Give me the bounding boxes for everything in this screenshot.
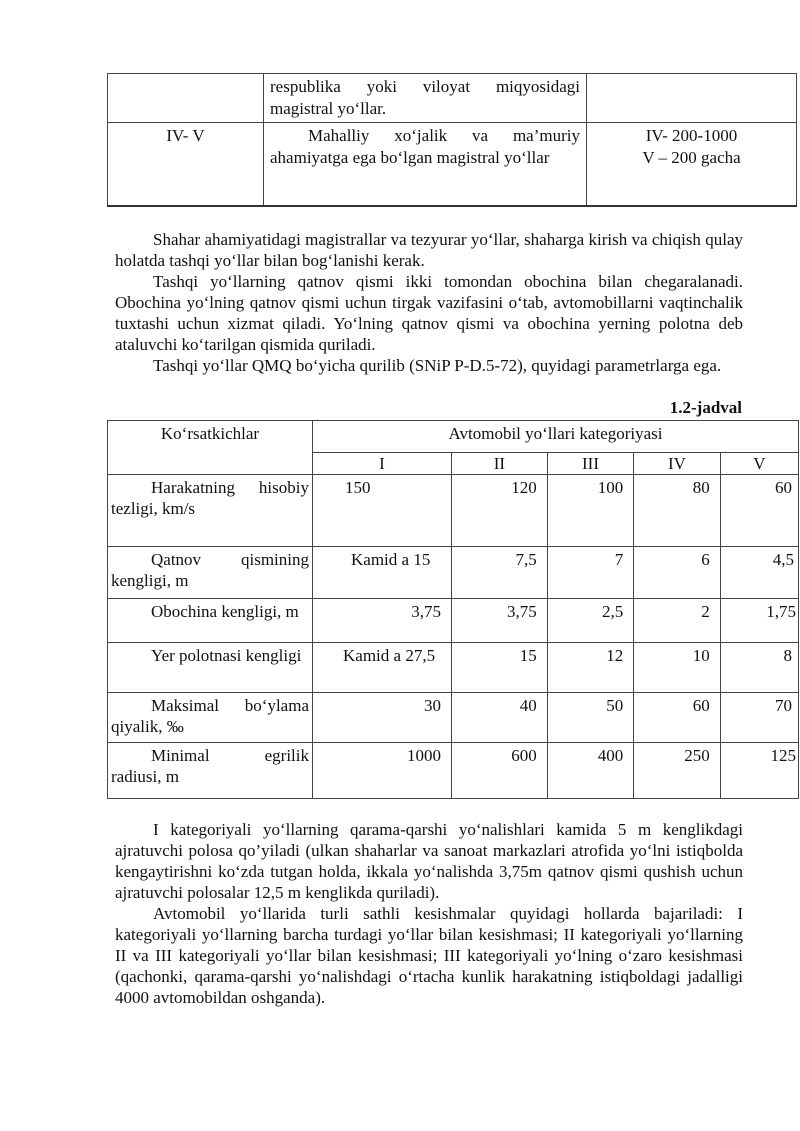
table-cell: 12 <box>547 643 633 693</box>
table-cell-category: IV- V <box>108 123 264 207</box>
table-cell: respublika yoki viloyat miqyosidagi magistral yo‘llar. <box>264 74 587 123</box>
row-label-text: Harakatning hisobiy tezligi, km/s <box>111 478 309 518</box>
table-cell: 100 <box>547 475 633 547</box>
table-cell: 250 <box>634 743 720 799</box>
table-cell: 3,75 <box>313 599 452 643</box>
table-cell: Kamid a 27,5 <box>313 643 452 693</box>
intensity-line: IV- 200-1000 <box>645 126 738 145</box>
table-row <box>108 599 799 643</box>
row-label-text: Obochina kengligi, m <box>151 602 299 621</box>
text-block-1 <box>115 229 743 376</box>
paragraph: Tashqi yo‘llar QMQ bo‘yicha qurilib (SNiP P-D.5-72), quyidagi parametrlarga ega. <box>153 356 722 375</box>
table-row <box>108 693 799 743</box>
table-header-row <box>108 421 799 453</box>
table-cell: 2,5 <box>547 599 633 643</box>
table-cell <box>108 74 264 123</box>
header-category: I <box>313 453 452 475</box>
table-caption: 1.2-jadval <box>669 398 742 417</box>
header-category: IV <box>634 453 720 475</box>
row-label <box>108 547 313 599</box>
row-label-text: Minimal egrilik radiusi, m <box>111 746 309 786</box>
table-cell: 50 <box>547 693 633 743</box>
table-cell: 120 <box>452 475 548 547</box>
table-row <box>108 74 797 123</box>
table-cell-description <box>264 123 587 207</box>
table-row <box>108 547 799 599</box>
table-cell: 10 <box>634 643 720 693</box>
table-cell: 60 <box>720 475 798 547</box>
row-label <box>108 743 313 799</box>
table-row <box>108 643 799 693</box>
table-row <box>108 123 797 207</box>
table-cell: 15 <box>452 643 548 693</box>
header-category: II <box>452 453 548 475</box>
table-cell: 1000 <box>313 743 452 799</box>
paragraph: I kategoriyali yo‘llarning qarama-qarshi yo‘nalishlari kamida 5 m kenglikdagi ajratuvchi polosa qo’yiladi (ulkan shaharlar va sanoat markazlari atrofida yo‘lni istiqbolda kengaytirishni ko‘zda tutgan holda, ikkala yo‘nalishda 3,75m qatnov qismi qushish uchun ajratuvchi polosalar 12,5 m kenglikda quriladi). <box>115 820 743 902</box>
row-label-text: Maksimal bo‘ylama qiyalik, ‰ <box>111 696 309 736</box>
text-block-2 <box>115 819 743 1008</box>
description-text: Mahalliy xo‘jalik va ma’muriy ahamiyatga ega bo‘lgan magistral yo‘llar <box>270 126 580 167</box>
table-cell: 4,5 <box>720 547 798 599</box>
table-cell: 125 <box>720 743 798 799</box>
table-cell: 1,75 <box>720 599 798 643</box>
paragraph: Shahar ahamiyatidagi magistrallar va tezyurar yo‘llar, shaharga kirish va chiqish qulay holatda tashqi yo‘llar bilan bog‘lanishi kerak. <box>115 230 743 270</box>
table-cell: 80 <box>634 475 720 547</box>
table-cell: 6 <box>634 547 720 599</box>
table-row <box>108 475 799 547</box>
row-label <box>108 693 313 743</box>
table-cell: 2 <box>634 599 720 643</box>
table-cell: 7 <box>547 547 633 599</box>
row-label-text: Yer polotnasi kengligi <box>151 646 302 665</box>
intensity-line: V – 200 gacha <box>642 148 741 167</box>
table-cell: 8 <box>720 643 798 693</box>
header-category: III <box>547 453 633 475</box>
table-cell <box>587 74 797 123</box>
row-label <box>108 643 313 693</box>
table-cell: 7,5 <box>452 547 548 599</box>
paragraph: Tashqi yo‘llarning qatnov qismi ikki tomondan obochina bilan chegaralanadi. Obochina yo‘lning qatnov qismi uchun tirgak vazifasini o‘tab, avtomobillarni vaqtinchalik tuxtashi uchun xizmat qiladi. Yo‘lning qatnov qismi va obochina yerning polotna deb ataluvchi ko‘tarilgan qismida quriladi. <box>115 272 743 354</box>
table-row <box>108 743 799 799</box>
table-cell: 400 <box>547 743 633 799</box>
table-cell-intensity <box>587 123 797 207</box>
table-cell: 60 <box>634 693 720 743</box>
header-indicators: Ko‘rsatkichlar <box>108 421 313 475</box>
row-label <box>108 475 313 547</box>
table-cell: 150 <box>313 475 452 547</box>
table-cell: 70 <box>720 693 798 743</box>
table-cell: 3,75 <box>452 599 548 643</box>
header-category-group: Avtomobil yo‘llari kategoriyasi <box>313 421 799 453</box>
road-categories-table <box>107 420 799 799</box>
row-label <box>108 599 313 643</box>
table-cell: 40 <box>452 693 548 743</box>
top-continuation-table <box>107 73 797 207</box>
header-category: V <box>720 453 798 475</box>
table-cell: 600 <box>452 743 548 799</box>
table-cell: Kamid a 15 <box>313 547 452 599</box>
paragraph: Avtomobil yo‘llarida turli sathli kesishmalar quyidagi hollarda bajariladi: I kategoriyali yo‘llarning barcha turdagi yo‘llar bilan kesishmasi; II kategoriyali yo‘llarning II va III kategoriyali yo‘llar bilan kesishmasi; III kategoriyali yo‘lning o‘zaro kesishmasi (qachonki, qarama-qarshi yo‘nalishdagi o‘rtacha kunlik harakatning istiqboldagi jadalligi 4000 avtomobildan oshganda). <box>115 904 743 1007</box>
row-label-text: Qatnov qismining kengligi, m <box>111 550 309 590</box>
table-cell: 30 <box>313 693 452 743</box>
